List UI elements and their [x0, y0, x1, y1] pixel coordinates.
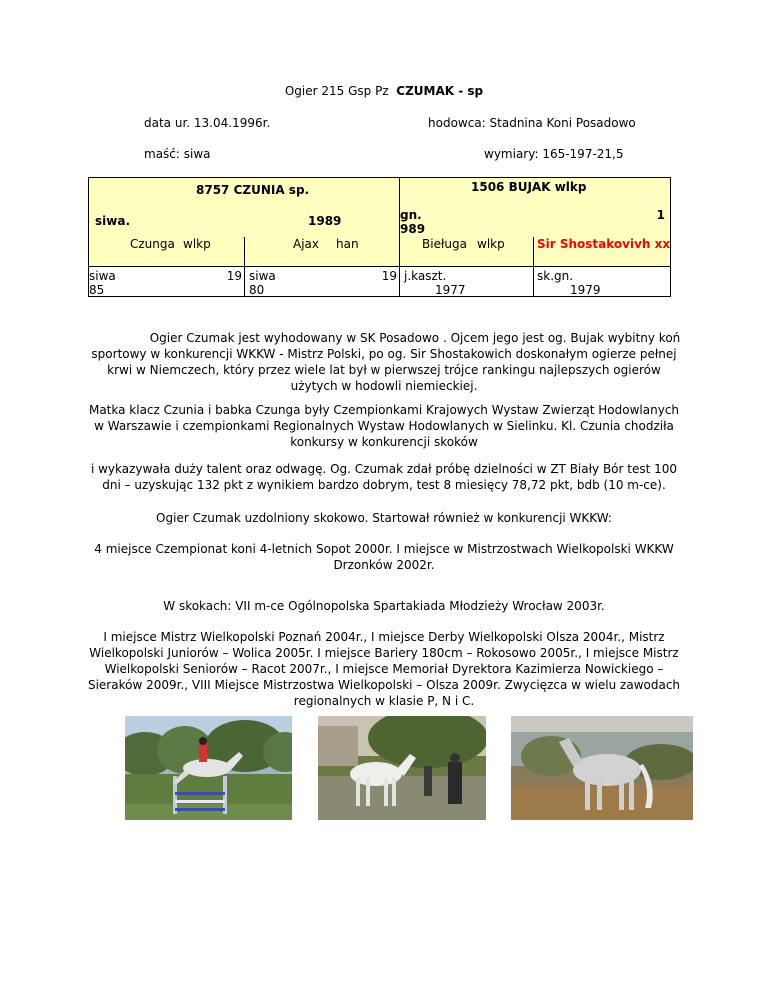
dam-sire-breed: han — [336, 237, 359, 251]
title-prefix: Ogier 215 Gsp Pz — [284, 84, 389, 98]
coat-color: maść: siwa — [144, 147, 211, 161]
sire-sire-details — [534, 267, 671, 297]
dam-sire-num: 19 — [381, 269, 397, 283]
paragraph-dam: Matka klacz Czunia i babka Czunga były Czempionkami Krajowych Wystaw Zwierząt Hodowlanych w Warszawie i czempionkami Regionalnych Wystaw Hodowlanych w Sielinku. Kl. Czunia chodziła konkursy w konkurencji skoków — [88, 403, 680, 449]
dam-dam-breed: wlkp — [183, 237, 211, 251]
dam-dam-name-cell — [88, 237, 244, 267]
dam-dam-num: 19 — [226, 269, 242, 283]
paragraph-jumping-talent: Ogier Czumak uzdolniony skokowo. Startował również w konkurencji WKKW: — [156, 511, 612, 525]
horse-name: CZUMAK - sp — [396, 84, 484, 98]
paragraph-jumping-results: I miejsce Mistrz Wielkopolski Poznań 2004r., I miejsce Derby Wielkopolski Olsza 2004r., Mistrz Wielkopolski Juniorów – Wolica 2005r. I miejsce Bariery 180cm – Rokosowo 2005r., I miejsce Mistrz Wielkopolski Seniorów – Racot 2007r., I miejsce Memoriał Dyrektora Kazimierza Nowickiego – Sieraków 2009r., VIII Miejsce Mistrzostwa Wielkopolski – Olsza 2009r. Zwycięzca w wielu zawodach regionalnych w klasie P, N i C. — [87, 630, 681, 708]
photo-stallion-portrait — [511, 716, 693, 820]
dam-dam-name: Czunga — [130, 237, 175, 251]
dam-dam-year: 85 — [89, 283, 105, 297]
sire-name: 1506 BUJAK wlkp — [471, 180, 587, 194]
sire-sire-color: sk.gn. — [537, 269, 574, 283]
sire-color: gn. — [400, 208, 422, 222]
dam-sire-color: siwa — [249, 269, 276, 283]
dam-name: 8757 CZUNIA sp. — [196, 183, 310, 197]
sire-dam-color: j.kaszt. — [404, 269, 447, 283]
measurements: wymiary: 165-197-21,5 — [484, 147, 624, 161]
sire-cell — [400, 177, 671, 237]
dam-sire-year: 80 — [249, 283, 265, 297]
sire-sire-year: 1979 — [570, 283, 601, 297]
sire-sire-name-cell — [534, 237, 671, 267]
sire-year: 989 — [400, 222, 426, 236]
sire-num: 1 — [656, 208, 665, 222]
sire-dam-name-cell — [400, 237, 534, 267]
sire-dam-details — [400, 267, 534, 297]
dam-year: 1989 — [308, 214, 342, 228]
pedigree-table — [88, 177, 671, 297]
page-title — [0, 84, 768, 98]
sire-dam-breed: wlkp — [477, 237, 505, 251]
dam-sire-name-cell — [244, 237, 400, 267]
paragraph-performance-test: i wykazywała duży talent oraz odwagę. Og. Czumak zdał próbę dzielności w ZT Biały Bór test 100 dni – uzyskując 132 pkt z wynikiem bardzo dobrym, test 8 miesięcy 78,72 pkt, bdb (10 m-ce). — [90, 462, 678, 492]
photo-jumping — [125, 716, 292, 820]
dam-sire-details — [244, 267, 400, 297]
dam-dam-details — [88, 267, 244, 297]
paragraph-origin: Ogier Czumak jest wyhodowany w SK Posadowo . Ojcem jego jest og. Bujak wybitny koń sportowy w konkurencji WKKW - Mistrz Polski, po og. Sir Shostakowich doskonałym ogierze pełnej krwi w Niemczech, który przez wiele lat był w pierwszej trójce rankingu najlepszych ogierów użytych w hodowli niemieckiej. — [91, 331, 681, 393]
sire-dam-year: 1977 — [435, 283, 466, 297]
birth-date: data ur. 13.04.1996r. — [144, 116, 271, 130]
paragraph-eventing-results: 4 miejsce Czempionat koni 4-letnich Sopot 2000r. I miejsce w Mistrzostwach Wielkopolski WKKW Drzonków 2002r. — [94, 542, 674, 572]
sire-sire-name: Sir Shostakovivh xx — [537, 237, 671, 251]
dam-cell — [88, 177, 400, 237]
dam-sire-name: Ajax — [293, 237, 319, 251]
photo-stallion-show — [318, 716, 486, 820]
breeder: hodowca: Stadnina Koni Posadowo — [428, 116, 636, 130]
dam-dam-color: siwa — [89, 269, 116, 283]
dam-color: siwa. — [95, 214, 130, 228]
sire-dam-name: Bieługa — [422, 237, 467, 251]
paragraph-jumping-youth: W skokach: VII m-ce Ogólnopolska Spartakiada Młodzieży Wrocław 2003r. — [163, 599, 605, 613]
